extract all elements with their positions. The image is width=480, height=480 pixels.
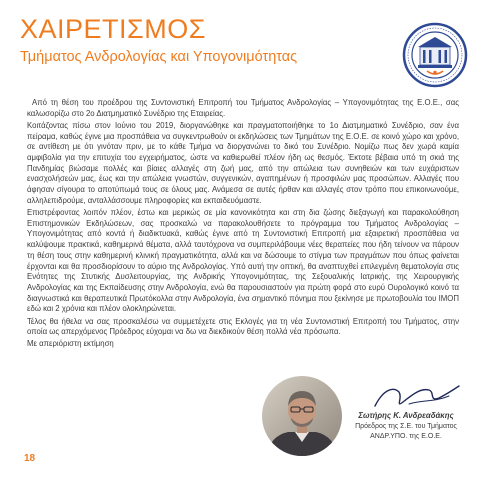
body-paragraph: Από τη θέση του προέδρου της Συντονιστική Επιτροπή του Τμήματος Ανδρολογίας – Υπογονιμότητας της Ε.Ο.Ε., σας καλωσορίζω στο 2ο Διατμηματικό Συνέδριο της Εταιρείας. <box>27 98 459 118</box>
closing-line: Με απεριόριστη εκτίμηση <box>27 339 114 349</box>
society-seal-icon <box>402 22 468 88</box>
signatory-name: Σωτήρης Κ. Ανδρεαδάκης <box>358 411 454 420</box>
page-title: ΧΑΙΡΕΤΙΣΜΟΣ <box>20 14 206 44</box>
page-number: 18 <box>24 453 36 464</box>
body-paragraph: Επιστρέφοντας λοιπόν πλέον, έστω και μερικώς σε μία κανονικότητα και στη δια ζώσης διεξαγωγή και παρακολούθηση Επιστημονικών Εκδηλώσεων, σας προσκαλώ να παρακολουθήσετε το πρόγραμμα του Τμήματος Ανδρολογίας – Υπογονιμότητας από κοντά ή διαδικτυακά, καθώς έγινε από τη Συντονιστική Επιτροπή μια εξαιρετική προσπάθεια να καλύψουμε πρακτικά, καθημερινά θέματα, αλλά ταυτόχρονα να συμπεριλάβουμε νέες θεραπείες που ήδη τείνουν να πάρουν τη θέση τους στην καθημερινή κλινική πραγματικότητα, αλλά και να δώσουμε το στίγμα των πραγμάτων που όπως φαίνεται έρχονται και θα προσδιορίσουν το αύριο της Ανδρολογίας. Υπό αυτή την οπτική, θα αναπτυχθεί επιλεγμένη θεματολογία στις Ενότητες της Στυτικής Δυσλειτουργίας, της Ανδρικής Υπογονιμότητας, της Σεξουαλικής Ιατρικής, της Χειρουργικής Ανδρολογίας και της Εκπαίδευσης στην Ανδρολογία, ενώ θα παρουσιαστούν για πρώτη φορά στο ευρύ Ουρολογικό κοινό τα διαγνωστικά και θεραπευτικά Πρωτόκολλα στην Ανδρολογία, ένα σημαντικό πόνημα που ξεκίνησε με πρωτοβουλία του ΙΜΟΠ εδώ και 2 χρόνια και πλέον ολοκληρώνεται. <box>27 208 459 314</box>
body-paragraph: Κοιτάζοντας πίσω στον Ιούνιο του 2019, διοργανώθηκε και πραγματοποιήθηκε το 1ο Διατμηματικό Συνέδριο, σαν ένα πείραμα, καθώς έγινε μια προσπάθεια να συγκεντρωθούν οι εκδηλώσεις των Τμημάτων της Ε.Ο.Ε. σε κοινό χώρο και χρόνο, σε αντίθεση με ότι γινόταν πριν, με το κάθε Τμήμα να διοργανώνει το δικό του Συνέδριο. Νομίζω πως δεν χωρά καμία αμφιβολία για την επιτυχία του εγχειρήματος, ώστε να καθιερωθεί πλέον ήδη ως θεσμός. Έκτοτε βέβαια υπό τη σκιά της Πανδημίας βιώσαμε πολλές και βίαιες αλλαγές στη ζωή μας, από την απώλεια των συνηθειών και των ευχάριστων ενασχολήσεών μας, έως και την απώλεια γνωστών, συγγενικών, αγαπημένων ή προσφιλών μας προσώπων. Αλλαγές που άφησαν σίγουρα το αποτύπωμά τους σε όλους μας. Ανάμεσα σε αυτές ήρθαν και αλλαγές στον τρόπο που επικοινωνούμε, αλληλεπιδρούμε, ανταλλάσσουμε πληροφορίες και εκπαιδευόμαστε. <box>27 120 459 205</box>
page-subtitle: Τμήματος Ανδρολογίας και Υπογονιμότητας <box>20 49 298 65</box>
signatory-role <box>342 422 470 441</box>
signatory-role-line: ΑΝΔΡ.ΥΠΟ. της Ε.Ο.Ε. <box>370 432 442 440</box>
author-photo <box>262 376 342 456</box>
body-paragraph: Τέλος θα ήθελα να σας προσκαλέσω να συμμετέχετε στις Εκλογές για τη νέα Συντονιστική Επιτροπή του Τμήματος, στην οποία ως απερχόμενος Πρόεδρος εύχομαι να δω να διεκδικούν θέση πολλά νέα πρόσωπα. <box>27 316 459 337</box>
signatory-role-line: Πρόεδρος της Σ.Ε. του Τμήματος <box>355 423 457 430</box>
greeting-body <box>27 98 459 352</box>
handwritten-signature <box>369 380 464 414</box>
page-header <box>20 14 400 66</box>
